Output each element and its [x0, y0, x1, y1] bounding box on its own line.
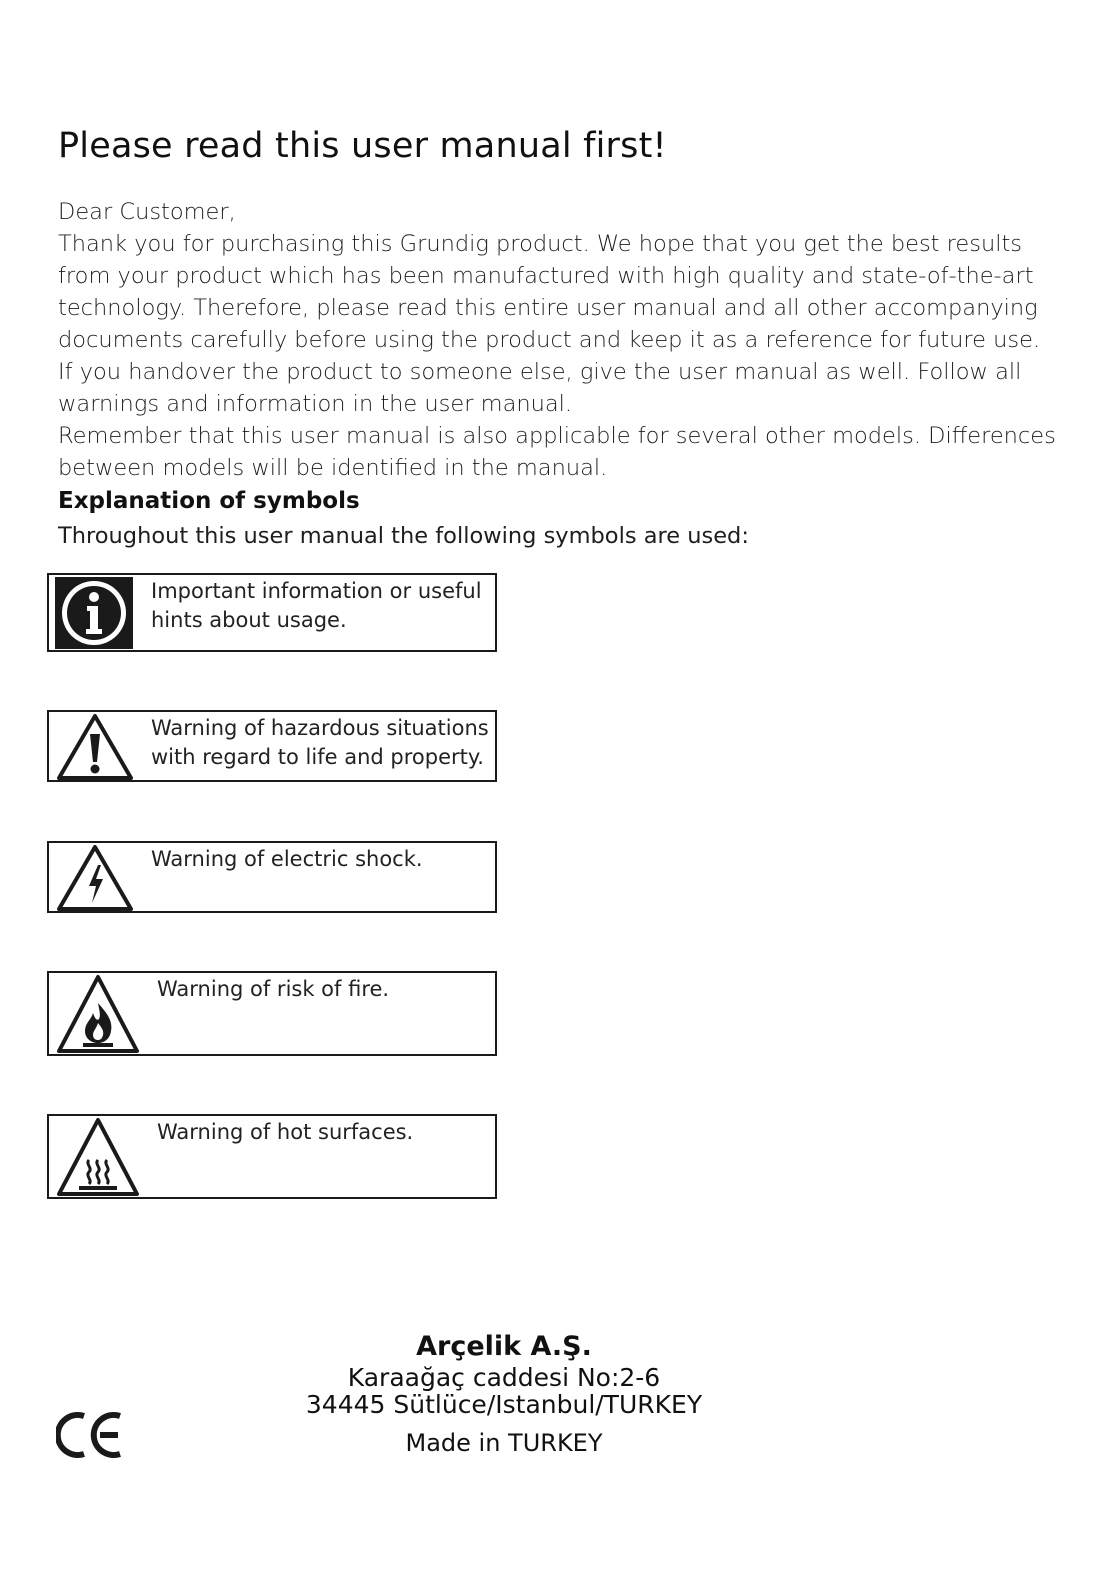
- symbol-text-info: Important information or useful hints about usage.: [151, 579, 482, 632]
- page-title: Please read this user manual first!: [58, 126, 667, 166]
- warning-exclamation-icon: [55, 712, 135, 786]
- symbols-heading: Explanation of symbols: [58, 488, 360, 514]
- symbol-box-hot: [47, 1114, 497, 1199]
- electric-shock-icon: [55, 843, 135, 917]
- company-name: Arçelik A.Ş.: [416, 1331, 592, 1362]
- symbol-box-info: [47, 573, 497, 652]
- symbols-intro: Throughout this user manual the following symbols are used:: [58, 523, 749, 549]
- symbol-text-warning: Warning of hazardous situations with regard to life and property.: [151, 716, 489, 769]
- models-note: Remember that this user manual is also applicable for several other models. Differences between models will be identified in the manual.: [58, 423, 1056, 481]
- symbol-text-hot: Warning of hot surfaces.: [157, 1120, 414, 1144]
- info-icon: [55, 577, 133, 653]
- fire-risk-icon: [55, 973, 141, 1059]
- greeting: Dear Customer,: [58, 199, 236, 225]
- address-line-2: 34445 Sütlüce/Istanbul/TURKEY: [305, 1390, 703, 1419]
- company-footer: [300, 1330, 708, 1458]
- intro-paragraph: Thank you for purchasing this Grundig product. We hope that you get the best results from your product which has been manufactured with high quality and state-of-the-art technology. Therefore, please read this entire user manual and all other accompanying documents carefully before using the product and keep it as a reference for future use. If you handover the product to someone else, give the user manual as well. Follow all warnings and information in the user manual.: [58, 231, 1041, 417]
- symbol-text-fire: Warning of risk of fire.: [157, 977, 390, 1001]
- address-line-1: Karaağaç caddesi No:2-6: [347, 1363, 661, 1392]
- symbol-box-fire: [47, 971, 497, 1056]
- symbol-text-electric: Warning of electric shock.: [151, 847, 423, 871]
- ce-mark-icon: [56, 1410, 126, 1464]
- intro-text: [58, 196, 1058, 484]
- hot-surface-icon: [55, 1116, 141, 1202]
- made-in: Made in TURKEY: [405, 1429, 603, 1457]
- symbol-box-electric: [47, 841, 497, 913]
- symbol-box-warning: [47, 710, 497, 782]
